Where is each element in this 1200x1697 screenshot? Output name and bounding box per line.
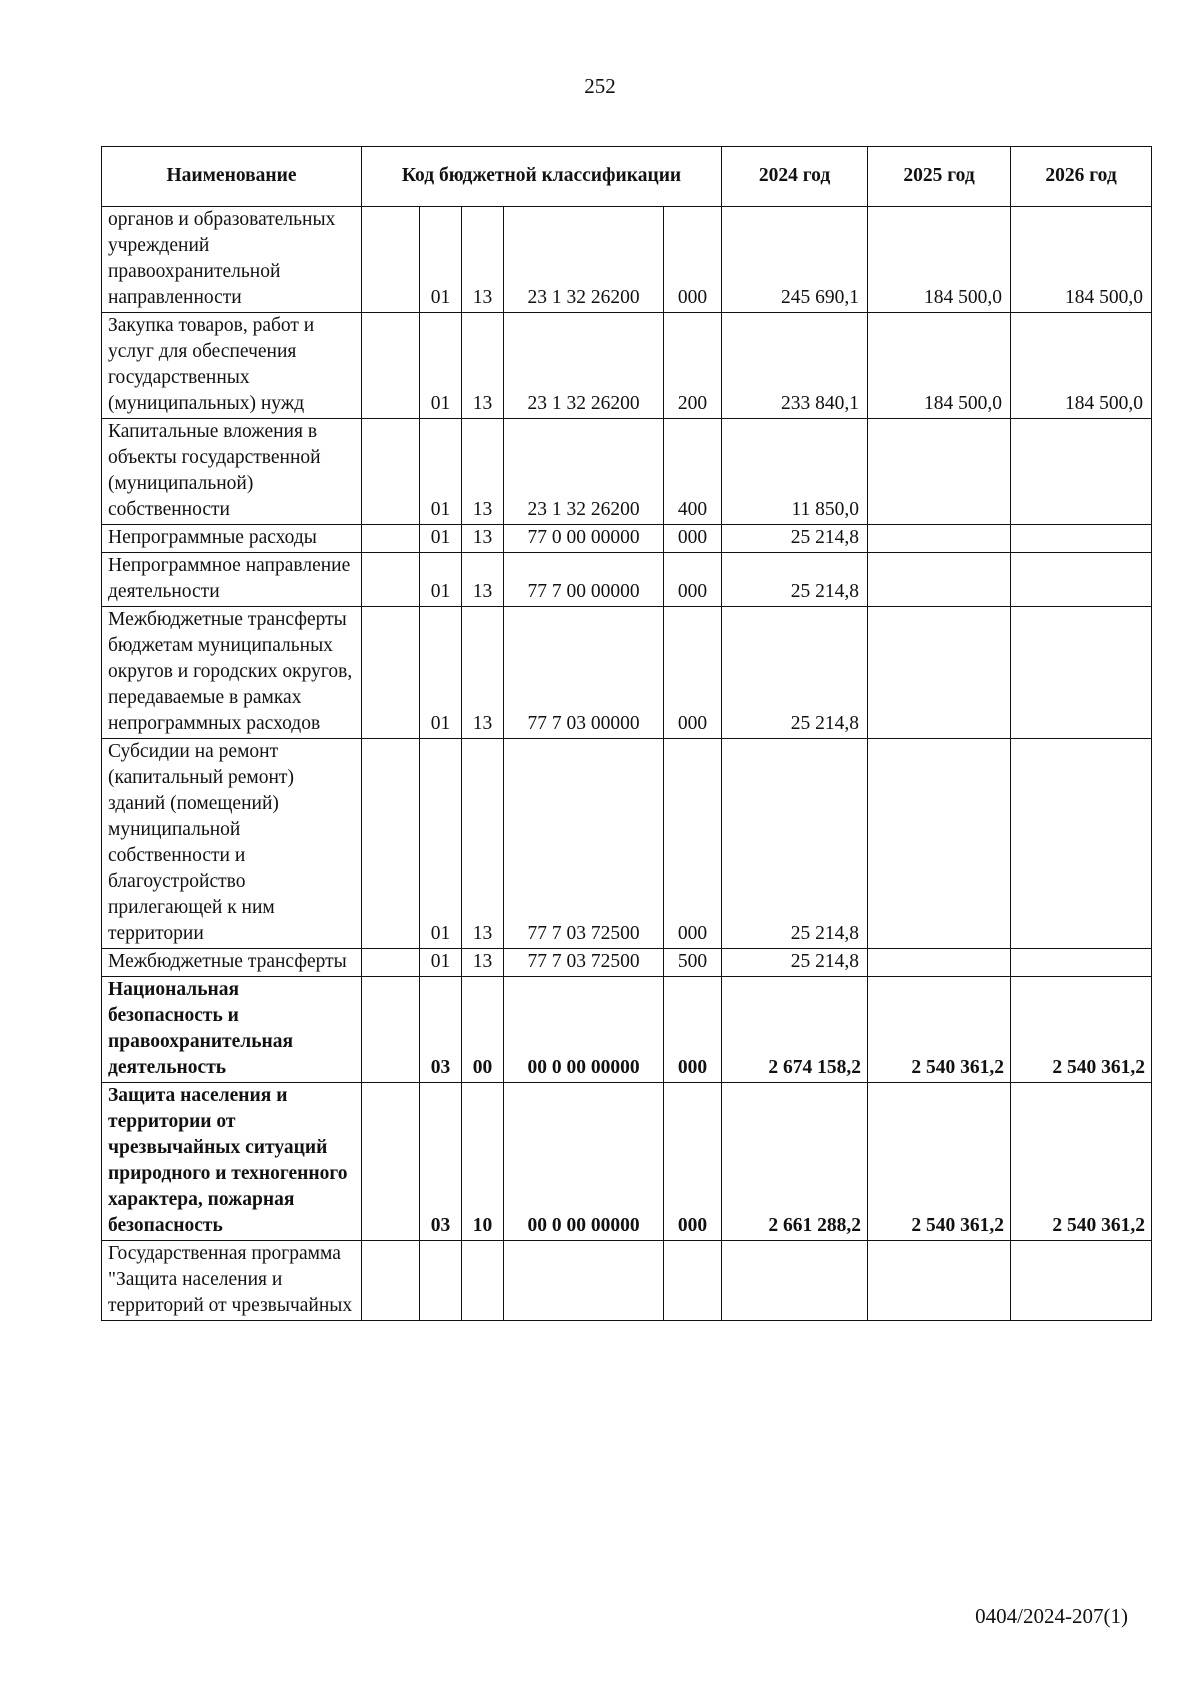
row-name: Национальная безопасность и правоохранительная деятельность [102,977,362,1083]
row-name: органов и образовательных учреждений правоохранительной направленности [102,207,362,313]
row-expense-type: 000 [664,553,722,607]
row-target-article: 23 1 32 26200 [504,207,664,313]
table-row [102,1083,1152,1241]
table-body [102,207,1152,1321]
row-section-code: 03 [420,1083,462,1241]
row-amount-2026: 184 500,0 [1011,207,1152,313]
table-row [102,525,1152,553]
row-target-article: 77 7 03 00000 [504,607,664,739]
table-row [102,949,1152,977]
row-amount-2026: 184 500,0 [1011,313,1152,419]
row-target-article [504,1241,664,1321]
row-target-article: 00 0 00 00000 [504,977,664,1083]
row-amount-2025 [868,739,1011,949]
row-empty-cell [362,1083,420,1241]
row-empty-cell [362,977,420,1083]
row-empty-cell [362,553,420,607]
row-section-code [420,1241,462,1321]
row-empty-cell [362,313,420,419]
row-amount-2024: 25 214,8 [722,553,868,607]
table-row [102,607,1152,739]
row-amount-2024: 233 840,1 [722,313,868,419]
row-empty-cell [362,1241,420,1321]
row-amount-2024: 25 214,8 [722,739,868,949]
row-amount-2024 [722,1241,868,1321]
row-expense-type: 000 [664,739,722,949]
row-section-code: 01 [420,607,462,739]
table-row [102,419,1152,525]
row-name: Межбюджетные трансферты бюджетам муниципальных округов и городских округов, передаваемые в рамках непрограммных расходов [102,607,362,739]
row-section-code: 01 [420,419,462,525]
row-amount-2026 [1011,1241,1152,1321]
row-section-code: 01 [420,553,462,607]
row-section-code: 01 [420,949,462,977]
row-target-article: 77 7 00 00000 [504,553,664,607]
row-subsection-code: 00 [462,977,504,1083]
row-expense-type: 400 [664,419,722,525]
table-row [102,1241,1152,1321]
row-expense-type: 000 [664,1083,722,1241]
row-section-code: 01 [420,207,462,313]
row-subsection-code: 13 [462,313,504,419]
row-expense-type: 000 [664,525,722,553]
row-subsection-code: 13 [462,739,504,949]
row-amount-2024: 2 661 288,2 [722,1083,868,1241]
row-amount-2024: 25 214,8 [722,525,868,553]
row-amount-2025 [868,525,1011,553]
row-target-article: 00 0 00 00000 [504,1083,664,1241]
row-amount-2025: 2 540 361,2 [868,1083,1011,1241]
row-expense-type: 000 [664,977,722,1083]
row-target-article: 77 0 00 00000 [504,525,664,553]
row-amount-2024: 245 690,1 [722,207,868,313]
row-amount-2026 [1011,525,1152,553]
table-header-row [102,147,1152,207]
table-row [102,553,1152,607]
row-name: Капитальные вложения в объекты государственной (муниципальной) собственности [102,419,362,525]
row-expense-type [664,1241,722,1321]
table-row [102,207,1152,313]
row-name: Закупка товаров, работ и услуг для обеспечения государственных (муниципальных) нужд [102,313,362,419]
row-name: Непрограммное направление деятельности [102,553,362,607]
row-expense-type: 200 [664,313,722,419]
row-empty-cell [362,419,420,525]
row-name: Межбюджетные трансферты [102,949,362,977]
budget-table [101,146,1152,1321]
row-name: Субсидии на ремонт (капитальный ремонт) зданий (помещений) муниципальной собственности и благоустройство прилегающей к ним территории [102,739,362,949]
row-subsection-code: 13 [462,419,504,525]
row-subsection-code: 13 [462,949,504,977]
row-subsection-code: 13 [462,525,504,553]
row-subsection-code: 13 [462,607,504,739]
row-name: Непрограммные расходы [102,525,362,553]
row-name: Государственная программа "Защита населения и территорий от чрезвычайных [102,1241,362,1321]
row-target-article: 77 7 03 72500 [504,739,664,949]
header-2024: 2024 год [722,147,868,207]
row-amount-2024: 25 214,8 [722,949,868,977]
row-subsection-code: 10 [462,1083,504,1241]
row-amount-2026 [1011,607,1152,739]
header-2025: 2025 год [868,147,1011,207]
table-row [102,739,1152,949]
header-2026: 2026 год [1011,147,1152,207]
row-empty-cell [362,607,420,739]
page-number: 252 [584,74,616,98]
row-empty-cell [362,739,420,949]
table-row [102,313,1152,419]
table-row [102,977,1152,1083]
row-amount-2025: 184 500,0 [868,207,1011,313]
row-amount-2024: 2 674 158,2 [722,977,868,1083]
document-code: 0404/2024-207(1) [975,1604,1128,1628]
row-amount-2026 [1011,419,1152,525]
row-target-article: 23 1 32 26200 [504,419,664,525]
row-amount-2026 [1011,949,1152,977]
row-empty-cell [362,525,420,553]
row-section-code: 03 [420,977,462,1083]
row-empty-cell [362,949,420,977]
row-amount-2026 [1011,553,1152,607]
row-expense-type: 500 [664,949,722,977]
row-target-article: 23 1 32 26200 [504,313,664,419]
row-amount-2024: 25 214,8 [722,607,868,739]
row-empty-cell [362,207,420,313]
row-amount-2026: 2 540 361,2 [1011,977,1152,1083]
row-section-code: 01 [420,313,462,419]
row-amount-2024: 11 850,0 [722,419,868,525]
row-subsection-code: 13 [462,207,504,313]
row-name: Защита населения и территории от чрезвычайных ситуаций природного и техногенного характера, пожарная безопасность [102,1083,362,1241]
row-amount-2026: 2 540 361,2 [1011,1083,1152,1241]
row-amount-2025 [868,607,1011,739]
header-code: Код бюджетной классификации [362,147,722,207]
row-amount-2025 [868,553,1011,607]
row-expense-type: 000 [664,207,722,313]
row-amount-2026 [1011,739,1152,949]
row-amount-2025: 2 540 361,2 [868,977,1011,1083]
row-amount-2025 [868,1241,1011,1321]
row-section-code: 01 [420,739,462,949]
row-expense-type: 000 [664,607,722,739]
row-amount-2025 [868,419,1011,525]
row-target-article: 77 7 03 72500 [504,949,664,977]
row-section-code: 01 [420,525,462,553]
row-amount-2025: 184 500,0 [868,313,1011,419]
row-subsection-code: 13 [462,553,504,607]
row-subsection-code [462,1241,504,1321]
header-name: Наименование [102,147,362,207]
row-amount-2025 [868,949,1011,977]
